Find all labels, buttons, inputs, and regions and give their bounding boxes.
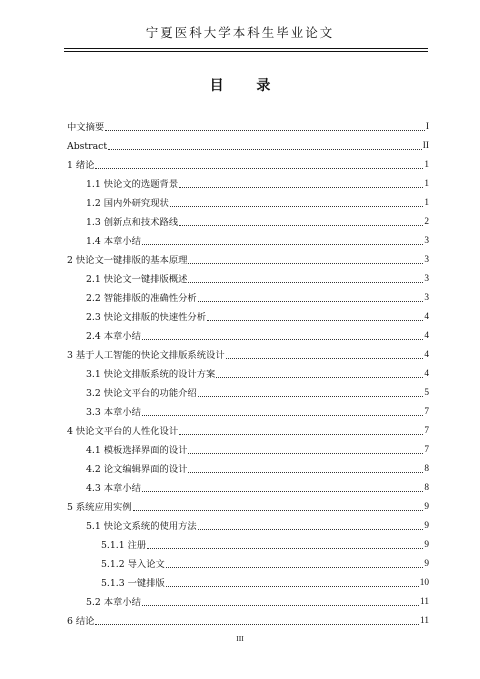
toc-dot-leader (188, 263, 423, 264)
toc-dot-leader (142, 339, 423, 340)
toc-entry-page: 7 (424, 426, 429, 436)
toc-entry-title: 3.2 快论文平台的功能介绍 (86, 388, 197, 399)
toc-entry-page: 4 (424, 331, 429, 341)
toc-entry-title: 3.3 本章小结 (86, 407, 141, 418)
toc-dot-leader (133, 510, 424, 511)
toc-dot-leader (147, 548, 423, 549)
toc-dot-leader (95, 168, 423, 169)
toc-entry-title: 4.3 本章小结 (86, 483, 141, 494)
toc-entry-title: 中文摘要 (67, 122, 105, 133)
toc-entry[interactable] (67, 228, 429, 247)
toc-dot-leader (188, 453, 423, 454)
toc-entry-page: 8 (424, 483, 429, 493)
toc-entry-page: 1 (424, 179, 429, 189)
toc-entry-page: 11 (420, 597, 429, 607)
toc-entry[interactable] (67, 418, 429, 437)
toc-dot-leader (105, 130, 425, 131)
toc-entry-page: 10 (419, 578, 429, 588)
toc-entry-page: 4 (424, 350, 429, 360)
toc-entry-title: Abstract (67, 141, 108, 152)
toc-entry[interactable] (67, 247, 429, 266)
toc-entry-title: 1 绪论 (67, 160, 95, 171)
toc-entry-page: 9 (424, 540, 429, 550)
toc-dot-leader (198, 529, 424, 530)
toc-entry[interactable] (67, 361, 429, 380)
toc-entry[interactable] (67, 323, 429, 342)
toc-entry-title: 6 结论 (67, 616, 95, 627)
toc-dot-leader (179, 434, 423, 435)
toc-entry-page: 5 (424, 388, 429, 398)
header-rule-thin (64, 51, 428, 52)
toc-entry[interactable] (67, 437, 429, 456)
toc-entry-title: 5 系统应用实例 (67, 502, 132, 513)
toc-entry-title: 5.1 快论文系统的使用方法 (86, 521, 197, 532)
toc-dot-leader (207, 320, 423, 321)
toc-entry[interactable] (67, 570, 429, 589)
toc-entry-title: 2.2 智能排版的准确性分析 (86, 293, 197, 304)
toc-entry[interactable] (67, 266, 429, 285)
toc-dot-leader (188, 472, 423, 473)
toc-entry[interactable] (67, 171, 429, 190)
toc-entry-title: 1.1 快论文的选题背景 (86, 179, 179, 190)
toc-dot-leader (198, 301, 424, 302)
toc-entry[interactable] (67, 475, 429, 494)
toc-entry-title: 5.2 本章小结 (86, 597, 141, 608)
toc-entry-title: 2.1 快论文一键排版概述 (86, 274, 188, 285)
toc-entry[interactable] (67, 494, 429, 513)
table-of-contents (67, 114, 429, 627)
toc-entry[interactable] (67, 304, 429, 323)
running-header-title: 宁夏医科大学本科生毕业论文 (145, 25, 335, 40)
toc-entry-page: 3 (424, 236, 429, 246)
toc-dot-leader (142, 415, 423, 416)
toc-entry[interactable] (67, 114, 429, 133)
toc-entry-page: 9 (424, 521, 429, 531)
toc-dot-leader (226, 358, 424, 359)
toc-entry-page: 8 (424, 464, 429, 474)
toc-entry[interactable] (67, 532, 429, 551)
toc-entry[interactable] (67, 551, 429, 570)
toc-entry-page: I (425, 122, 429, 132)
toc-entry-page: 1 (424, 198, 429, 208)
toc-entry[interactable] (67, 513, 429, 532)
toc-entry-title: 1.2 国内外研究现状 (86, 198, 169, 209)
toc-dot-leader (179, 187, 423, 188)
toc-dot-leader (170, 206, 424, 207)
toc-dot-leader (108, 149, 422, 150)
toc-entry[interactable] (67, 209, 429, 228)
toc-entry-page: II (422, 141, 429, 151)
toc-entry[interactable] (67, 589, 429, 608)
toc-entry-title: 2.4 本章小结 (86, 331, 141, 342)
toc-dot-leader (198, 396, 424, 397)
toc-dot-leader (166, 567, 424, 568)
toc-dot-leader (188, 282, 423, 283)
toc-dot-leader (179, 225, 423, 226)
toc-dot-leader (166, 586, 419, 587)
toc-entry-title: 2 快论文一键排版的基本原理 (67, 255, 188, 266)
toc-entry-page: 9 (424, 559, 429, 569)
toc-entry[interactable] (67, 399, 429, 418)
toc-dot-leader (142, 491, 423, 492)
toc-entry-page: 4 (424, 369, 429, 379)
toc-dot-leader (216, 377, 423, 378)
toc-entry-title: 3 基于人工智能的快论文排版系统设计 (67, 350, 225, 361)
toc-entry-page: 3 (424, 255, 429, 265)
toc-entry[interactable] (67, 342, 429, 361)
toc-entry-page: 3 (424, 293, 429, 303)
toc-entry[interactable] (67, 190, 429, 209)
toc-dot-leader (142, 244, 423, 245)
toc-entry-page: 4 (424, 312, 429, 322)
toc-entry-title: 1.4 本章小结 (86, 236, 141, 247)
toc-entry[interactable] (67, 380, 429, 399)
toc-entry[interactable] (67, 133, 429, 152)
toc-entry[interactable] (67, 456, 429, 475)
toc-entry-title: 2.3 快论文排版的快速性分析 (86, 312, 207, 323)
toc-entry-page: 1 (424, 160, 429, 170)
toc-entry-title: 3.1 快论文排版系统的设计方案 (86, 369, 216, 380)
header-rule-thick (64, 48, 428, 49)
toc-entry-title: 5.1.2 导入论文 (101, 559, 165, 570)
toc-entry-title: 4 快论文平台的人性化设计 (67, 426, 179, 437)
toc-entry-title: 5.1.1 注册 (101, 540, 147, 551)
toc-entry-page: 7 (424, 445, 429, 455)
toc-entry-title: 1.3 创新点和技术路线 (86, 217, 179, 228)
toc-entry-title: 5.1.3 一键排版 (101, 578, 165, 589)
toc-entry-page: 2 (424, 217, 429, 227)
toc-entry-page: 7 (424, 407, 429, 417)
toc-entry[interactable] (67, 285, 429, 304)
toc-dot-leader (142, 605, 419, 606)
toc-entry-title: 4.2 论文编辑界面的设计 (86, 464, 188, 475)
toc-entry[interactable] (67, 152, 429, 171)
toc-entry[interactable] (67, 608, 429, 627)
toc-dot-leader (95, 624, 419, 625)
toc-entry-page: 3 (424, 274, 429, 284)
toc-heading: 目 录 (209, 78, 285, 94)
toc-entry-page: 9 (424, 502, 429, 512)
page-number: III (236, 634, 244, 643)
toc-entry-title: 4.1 模板选择界面的设计 (86, 445, 188, 456)
toc-entry-page: 11 (420, 616, 429, 626)
